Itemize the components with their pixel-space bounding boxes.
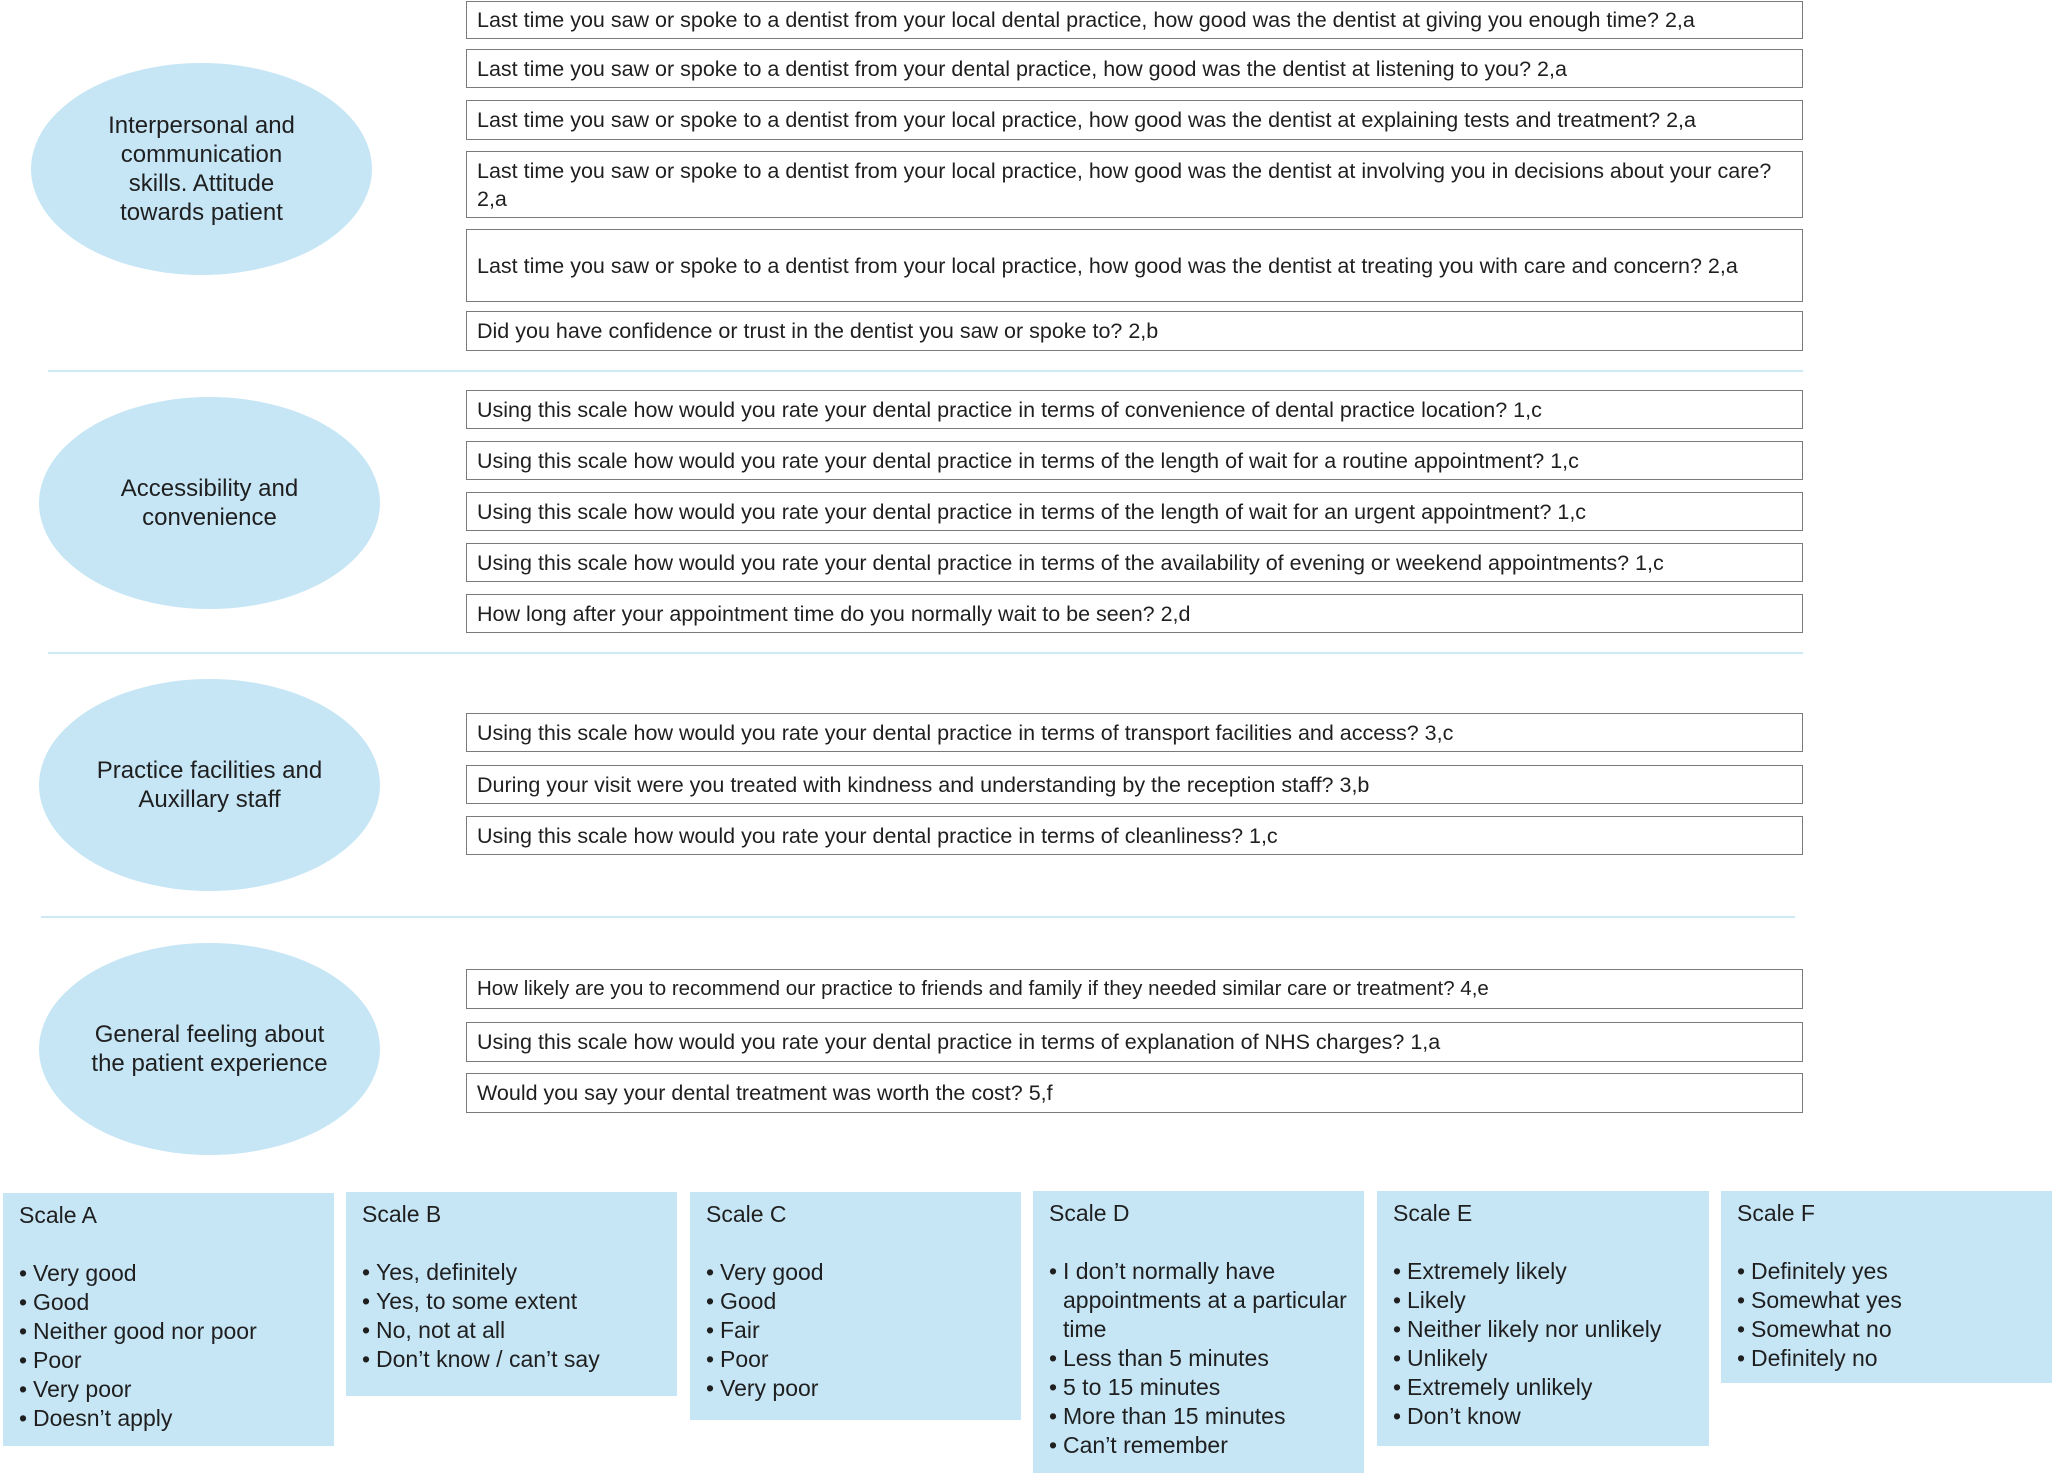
scale-a-box [3,1193,334,1446]
question-box: Did you have confidence or trust in the dentist you saw or spoke to? 2,b [466,311,1803,351]
scale-option: • Good [706,1287,1005,1316]
section-divider [48,370,1803,372]
scale-option: • Poor [19,1346,318,1375]
scale-option: • Less than 5 minutes [1049,1344,1348,1373]
scale-option: • Extremely likely [1393,1257,1693,1286]
question-box: Using this scale how would you rate your dental practice in terms of the availability of evening or weekend appointments? 1,c [466,543,1803,582]
scale-option: • Can’t remember [1049,1431,1348,1460]
group-ellipse-accessibility [39,397,380,609]
question-box: Last time you saw or spoke to a dentist from your local dental practice, how good was the dentist at giving you enough time? 2,a [466,1,1803,39]
scale-d-box [1033,1191,1364,1473]
group-ellipse-general [39,943,380,1155]
scale-option: • Very good [706,1258,1005,1287]
question-box: During your visit were you treated with kindness and understanding by the reception staff? 3,b [466,765,1803,804]
scale-title: Scale D [1049,1200,1130,1226]
scale-option: • 5 to 15 minutes [1049,1373,1348,1402]
scale-option: • I don’t normally have appointments at a particular time [1049,1257,1348,1344]
scale-option: • Don’t know / can’t say [362,1345,661,1374]
question-box: Using this scale how would you rate your dental practice in terms of convenience of dental practice location? 1,c [466,390,1803,429]
question-box: How long after your appointment time do you normally wait to be seen? 2,d [466,594,1803,633]
scale-option: • Somewhat no [1737,1315,2036,1344]
question-box: Last time you saw or spoke to a dentist from your local practice, how good was the dentist at involving you in decisions about your care? 2,a [466,151,1803,218]
question-box: Using this scale how would you rate your dental practice in terms of transport facilities and access? 3,c [466,713,1803,752]
scale-option: • Very poor [706,1374,1005,1403]
scale-options [362,1258,661,1374]
question-box: Last time you saw or spoke to a dentist from your local practice, how good was the dentist at treating you with care and concern? 2,a [466,229,1803,302]
group-label-general: General feeling about the patient experience [91,1021,328,1077]
scale-option: • Fair [706,1316,1005,1345]
scale-options [1393,1257,1693,1431]
question-box: Using this scale how would you rate your dental practice in terms of the length of wait for an urgent appointment? 1,c [466,492,1803,531]
section-divider [41,916,1795,918]
question-box: Using this scale how would you rate your dental practice in terms of explanation of NHS charges? 1,a [466,1022,1803,1062]
scale-options [19,1259,318,1433]
question-box: How likely are you to recommend our practice to friends and family if they needed similar care or treatment? 4,e [466,969,1803,1009]
scale-title: Scale E [1393,1200,1473,1226]
scale-option: • Yes, to some extent [362,1287,661,1316]
scale-title: Scale F [1737,1200,1815,1226]
scale-option: • Neither likely nor unlikely [1393,1315,1693,1344]
scale-option: • Unlikely [1393,1344,1693,1373]
scale-option: • Yes, definitely [362,1258,661,1287]
scale-option: • Likely [1393,1286,1693,1315]
scale-options [1737,1257,2036,1373]
group-ellipse-facilities [39,679,380,891]
scale-title: Scale B [362,1201,442,1227]
scale-option: • Very poor [19,1375,318,1404]
scale-option: • Definitely no [1737,1344,2036,1373]
scale-title: Scale A [19,1202,97,1228]
question-box: Would you say your dental treatment was worth the cost? 5,f [466,1073,1803,1113]
scale-option: • Neither good nor poor [19,1317,318,1346]
scale-option: • Extremely unlikely [1393,1373,1693,1402]
group-ellipse-interpersonal [31,63,372,275]
scale-c-box [690,1192,1021,1420]
scale-option: • More than 15 minutes [1049,1402,1348,1431]
scale-title: Scale C [706,1201,787,1227]
scale-options [1049,1257,1348,1460]
scale-f-box [1721,1191,2052,1383]
scale-option: • Don’t know [1393,1402,1693,1431]
group-label-facilities: Practice facilities and Auxillary staff [96,757,323,813]
question-box: Using this scale how would you rate your dental practice in terms of the length of wait for a routine appointment? 1,c [466,441,1803,480]
scale-option: • No, not at all [362,1316,661,1345]
question-box: Last time you saw or spoke to a dentist from your local practice, how good was the dentist at explaining tests and treatment? 2,a [466,100,1803,140]
scale-option: • Good [19,1288,318,1317]
scale-option: • Poor [706,1345,1005,1374]
scale-option: • Very good [19,1259,318,1288]
scale-option: • Doesn’t apply [19,1404,318,1433]
group-label-interpersonal: Interpersonal and communication skills. Attitude towards patient [108,112,295,226]
scale-options [706,1258,1005,1403]
section-divider [48,652,1803,654]
group-label-accessibility: Accessibility and convenience [120,475,299,531]
scale-option: • Somewhat yes [1737,1286,2036,1315]
question-box: Using this scale how would you rate your dental practice in terms of cleanliness? 1,c [466,816,1803,855]
scale-option: • Definitely yes [1737,1257,2036,1286]
scale-e-box [1377,1191,1709,1446]
question-box: Last time you saw or spoke to a dentist from your dental practice, how good was the dentist at listening to you? 2,a [466,49,1803,88]
scale-b-box [346,1192,677,1396]
